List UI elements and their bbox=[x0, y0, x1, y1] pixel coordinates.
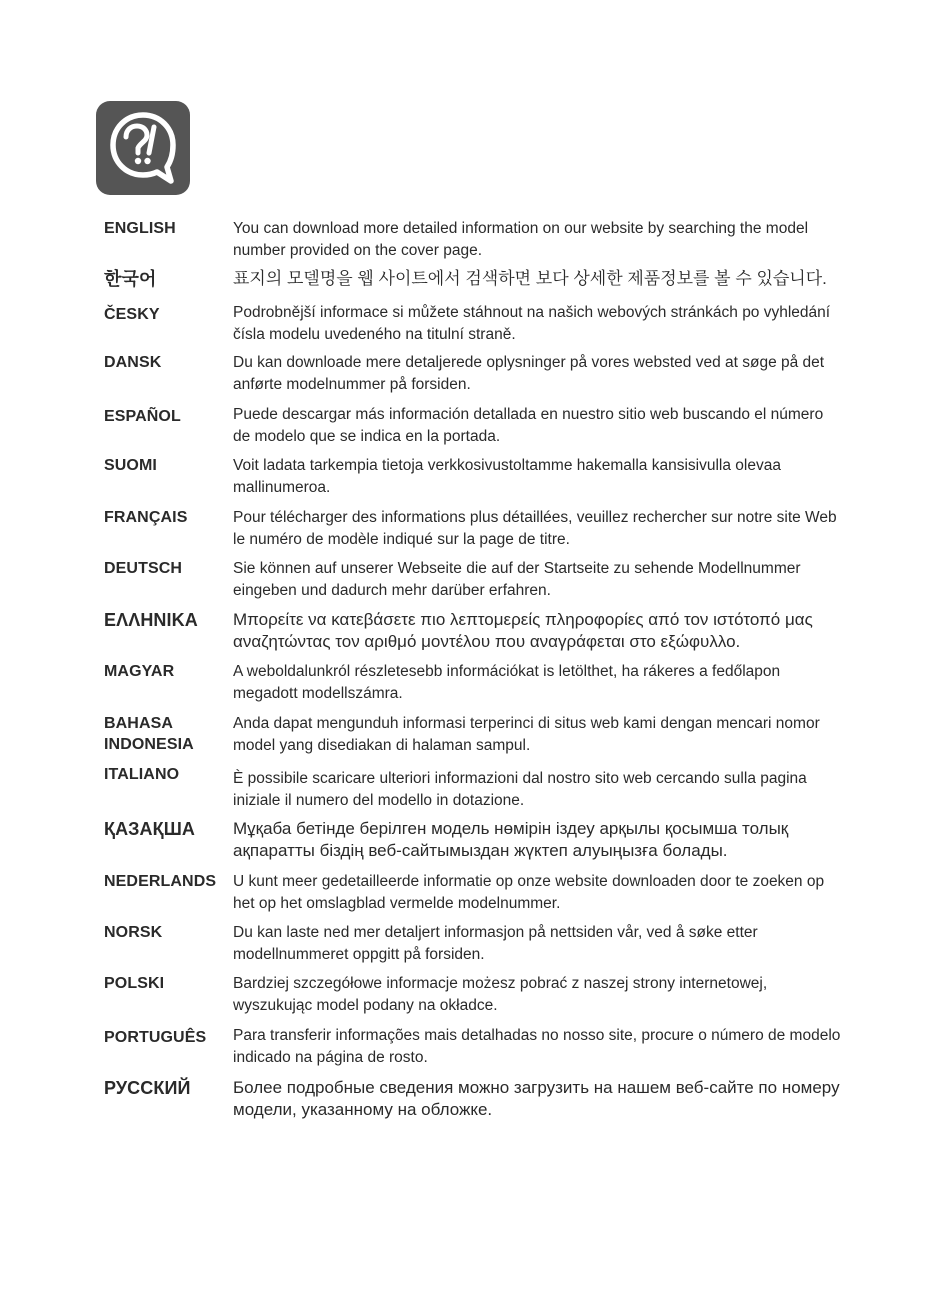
language-text: Anda dapat mengunduh informasi terperinci di situs web kami dengan mencari nomor model yang disediakan di halaman sampul. bbox=[233, 715, 820, 754]
language-text: Podrobnější informace si můžete stáhnout na našich webových stránkách po vyhledání čísla modelu uvedeného na titulní straně. bbox=[233, 304, 831, 343]
language-name: ENGLISH bbox=[104, 220, 176, 237]
language-text: Μπορείτε να κατεβάσετε πιο λεπτομερείς πληροφορίες από τον ιστότοπό μας αναζητώντας τον αριθμό μοντέλου που αναγράφεται στο εξώφυλλο. bbox=[233, 610, 813, 651]
language-name: ITALIANO bbox=[104, 766, 180, 783]
language-name: POLSKI bbox=[104, 975, 165, 992]
language-name: SUOMI bbox=[104, 457, 157, 474]
language-name: ҚАЗАҚША bbox=[104, 819, 196, 839]
language-name: BAHASA INDONESIA bbox=[104, 715, 194, 753]
language-text: Du kan laste ned mer detaljert informasjon på nettsiden vår, ved å søke etter modellnummeret oppgitt på forsiden. bbox=[233, 924, 758, 963]
language-text: 표지의 모델명을 웹 사이트에서 검색하면 보다 상세한 제품정보를 볼 수 있습니다. bbox=[233, 269, 827, 288]
language-text: Du kan downloade mere detaljerede oplysninger på vores websted ved at søge på det anførte modelnummer på forsiden. bbox=[233, 354, 825, 393]
language-text: U kunt meer gedetailleerde informatie op onze website downloaden door te zoeken op het op het omslagblad vermelde modelnummer. bbox=[233, 873, 825, 912]
language-text: Более подробные сведения можно загрузить на нашем веб-сайте по номеру модели, указанному на обложке. bbox=[233, 1078, 840, 1119]
language-text: Voit ladata tarkempia tietoja verkkosivustoltamme hakemalla kansisivulla olevaa mallinumeroa. bbox=[233, 457, 781, 496]
language-text: A weboldalunkról részletesebb információkat is letölthet, ha rákeres a fedőlapon megadott modellszámra. bbox=[233, 663, 781, 702]
language-text: Мұқаба бетінде берілген модель нөмірін іздеу арқылы қосымша толық ақпаратты біздің веб-сайтымыздан жүктеп алуыңызға болады. bbox=[233, 819, 789, 860]
language-name: NORSK bbox=[104, 924, 163, 941]
language-text: Sie können auf unserer Webseite die auf der Startseite zu sehende Modellnummer eingeben und dadurch mehr darüber erfahren. bbox=[233, 560, 801, 599]
language-name: NEDERLANDS bbox=[104, 873, 217, 890]
language-name: 한국어 bbox=[104, 269, 157, 289]
language-text: Para transferir informações mais detalhadas no nosso site, procure o número de modelo indicado na página de rosto. bbox=[233, 1027, 841, 1066]
language-text: You can download more detailed information on our website by searching the model number provided on the cover page. bbox=[233, 220, 809, 259]
language-name: РУССКИЙ bbox=[104, 1078, 191, 1098]
language-text: Bardziej szczegółowe informacje możesz pobrać z naszej strony internetowej, wyszukując model podany na okładce. bbox=[233, 975, 768, 1014]
language-name: ESPAÑOL bbox=[104, 408, 181, 425]
language-name: DANSK bbox=[104, 354, 162, 371]
language-name: ΕΛΛΗΝΙΚΑ bbox=[104, 610, 198, 630]
language-name: DEUTSCH bbox=[104, 560, 183, 577]
language-name: MAGYAR bbox=[104, 663, 175, 680]
language-text: Puede descargar más información detallada en nuestro sitio web buscando el número de modelo que se indica en la portada. bbox=[233, 406, 824, 445]
language-name: FRANÇAIS bbox=[104, 509, 188, 526]
language-name: ČESKY bbox=[104, 306, 160, 323]
language-name: PORTUGUÊS bbox=[104, 1029, 207, 1046]
language-text: Pour télécharger des informations plus détaillées, veuillez rechercher sur notre site Web le numéro de modèle indiqué sur la page de titre. bbox=[233, 509, 837, 548]
language-text: È possibile scaricare ulteriori informazioni dal nostro sito web cercando sulla pagina iniziale il numero del modello in dotazione. bbox=[233, 770, 807, 809]
